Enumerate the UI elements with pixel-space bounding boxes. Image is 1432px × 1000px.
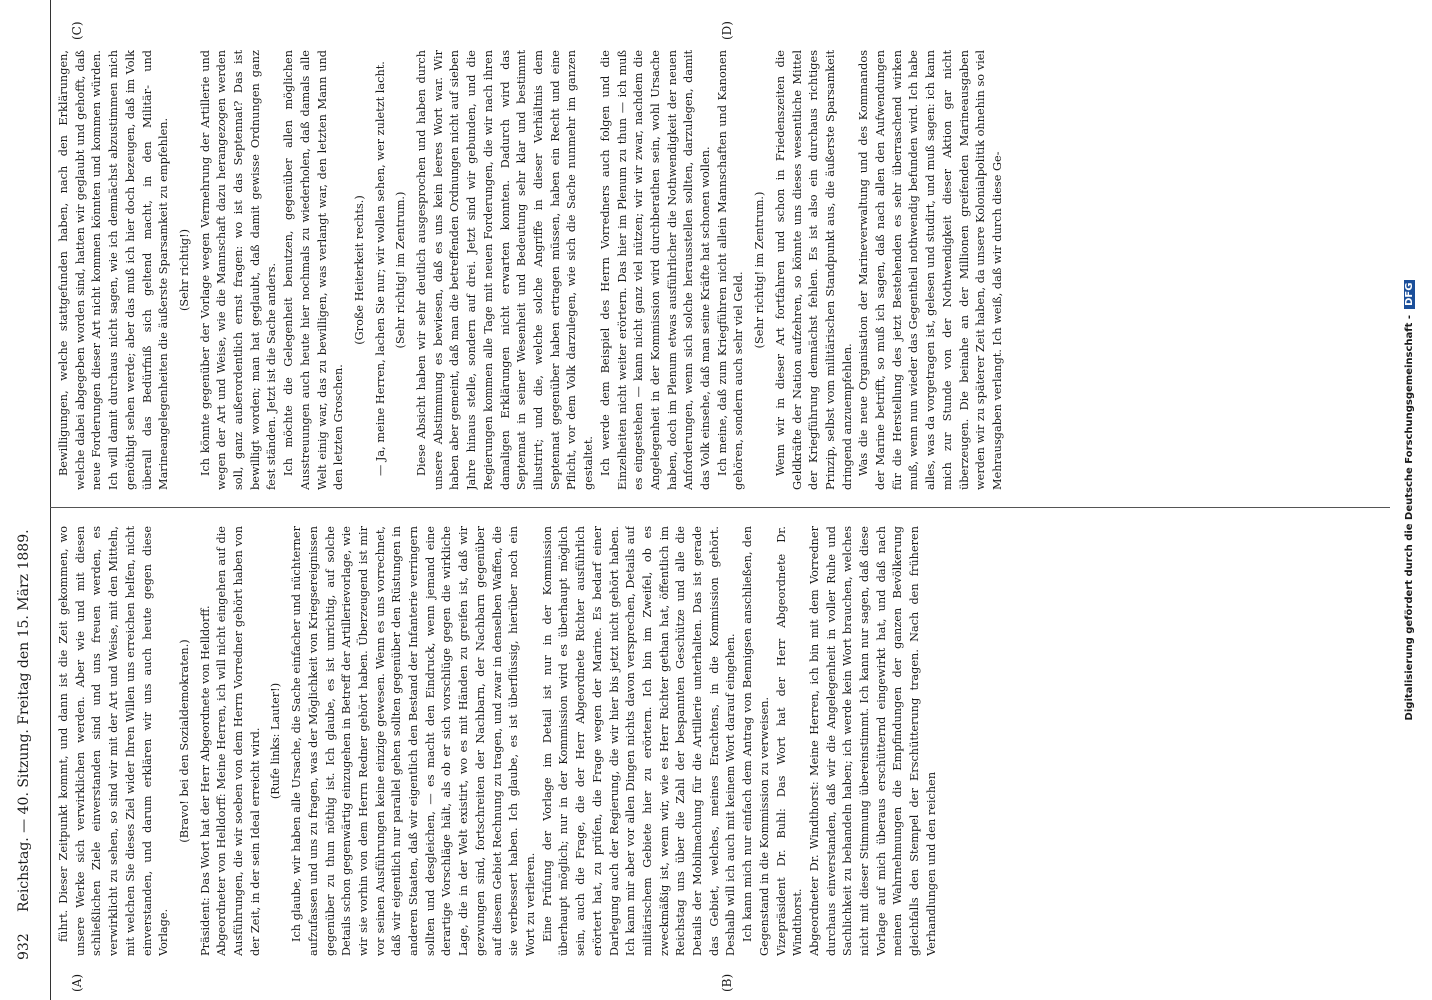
page-number: 932 <box>16 933 32 960</box>
margin-mark-d: (D) <box>720 21 734 40</box>
margin-mark-b: (B) <box>720 973 734 992</box>
page-header <box>6 0 46 1000</box>
dfg-credit: Digitalisierung gefördert durch die Deutsche Forschungsgemeinschaft - <box>1404 314 1415 721</box>
paragraph: Ich glaube, wir haben alle Ursache, die Sache einfacher und nüchterner aufzufassen und uns zu fragen, was der Möglichkeit von Kriegsereignissen gegenüber zu thun nöthig ist. Ich glaube, es ist unrichtig, auf solche Details schon gegenwärtig einzugehen in Betreff der Artillerievorlage, wie wir sie vorhin von dem Herrn Redner gehört haben. Überzeugend ist mir vor seinen Ausführungen keine einzige gewesen. Wenn es uns vorrechnet, daß wir eigentlich nur parallel gehen sollten gegenüber den Rüstungen in anderen Staaten, daß wir eigentlich den Bestand der Infanterie verringern sollten und desgleichen, — es macht den Eindruck, wenn jemand eine derartige Vorschläge hält, als ob er sich vorschlüge gegen die wirkliche Lage, die in der Welt existirt, wo es mit Händen zu greifen ist, daß wir gezwungen sind, fortschreiten der Nachbarn, der Nachbarn gegenüber auf diesem Gebiet Rechnung zu tragen, und zwar in denselben Waffen, die sie verbessert haben. Ich glaube, es ist überflüssig, hierüber noch ein Wort zu verlieren. <box>290 526 537 956</box>
paragraph: Ich kann mich nur einfach dem Antrag von Bennigsen anschließen, den Gegenstand in die Kommission zu verweisen. <box>741 526 771 956</box>
paragraph: Ich könnte gegenüber der Vorlage wegen Vermehrung der Artillerie und wegen der Art und Weise, wie die Mannschaft dazu herangezogen werden soll, ganz außerordentlich ernst fragen: wo ist das Septennat? Das ist bewilligt worden; man hat geglaubt, daß damit gewisse Ordnungen ganz fest ständen. Jetzt ist die Sache anders. <box>198 50 279 490</box>
paragraph: (Sehr richtig!) <box>177 228 191 312</box>
paragraph: Abgeordneter Dr. Windthorst: Meine Herren, ich bin mit dem Vorredner durchaus einverstanden, daß wir die Angelegenheit in voller Ruhe und Sachlichkeit zu behandeln haben; ich werde kein Wort brauchen, welches nicht mit dieser Stimmung übereinstimmt. Ich kann nur sagen, daß diese Vorlage auf mich überaus erschütternd eingewirkt hat, und daß nach meinen Wahrnehmungen die Empfindungen der ganzen Bevölkerung gleichfalls den Stempel der Erschütterung tragen. Nach den früheren Verhandlungen und den reichen <box>807 526 938 956</box>
page-title: Reichstag. — 40. Sitzung. Freitag den 15. März 1889. <box>16 529 32 912</box>
dfg-logo: DFG <box>1404 280 1415 309</box>
column-rule <box>50 507 1390 508</box>
paragraph: Bewilligungen, welche stattgefunden haben, nach den Erklärungen, welche dabei abgegeben worden sind, hatten wir geglaubt und gehofft, daß neue Forderungen dieser Art nicht kommen könnten und kommen würden. Ich will damit durchaus nicht sagen, wie ich demnächst abzustimmen mich genöthigt sehen werde; aber das muß ich hier doch bezeugen, daß im Volk überall das Bedürfniß sich geltend macht, in den Militär- und Marineangelegenheiten die äußerste Sparsamkeit zu empfehlen. <box>57 50 171 490</box>
paragraph: Ich möchte die Gelegenheit benutzen, gegenüber allen möglichen Ausstreuungen auch heute hier nochmals zu wiederholen, daß damals alle Welt einig war, das zu bewilligen, was verlangt war, den letzten Mann und den letzten Groschen. <box>282 50 346 490</box>
paragraph: Diese Absicht haben wir sehr deutlich ausgesprochen und haben durch unsere Abstimmung es bewiesen, daß es uns kein leeres Wort war. Wir haben aber gemeint, daß man die betreffenden Ordnungen nicht auf sieben Jahre hinaus stelle, sondern auf drei. Jetzt sind wir gebunden, und die Regierungen kommen alle Tage mit neuen Forderungen, die wir nach ihren damaligen Erklärungen nicht erwarten konnten. Dadurch wird das Septennat in seiner Wesenheit und Bedeutung sehr klar und bestimmt illustrirt; und die, welche solche Angriffe in dieser Verhältnis dem Septennat gegenüber haben ertragen müssen, haben ein Recht und eine Pflicht, vor dem Volk darzulegen, wie sich die Sache nunmehr im ganzen gestaltet. <box>415 50 596 490</box>
paragraph: führt. Dieser Zeitpunkt kommt, und dann ist die Zeit gekommen, wo unsere Werke sich verwirklichen werden. Aber wie und mit diesen schließlichen Ziele einverstanden sind und uns freuen werden, es verwirklicht zu sehen, so sind wir mit der Art und Weise, mit den Mitteln, mit welchen Sie dieses Ziel wider Ihren Willen uns erreichen helfen, nicht einverstanden, und darum erklären wir uns auch heute gegen diese Vorlage. <box>57 526 171 956</box>
paragraph: Ich werde dem Beispiel des Herrn Vorredners auch folgen und die Einzelheiten nicht weiter erörtern. Das hier im Plenum zu thun — ich muß es eingestehen — kann nicht ganz viel nützen; wir wir zwar, nachdem die Angelegenheit in der Kommission wird durchberathen sein, wohl Ursache haben, doch im Plenum etwas ausführlicher die Nothwendigkeit der neuen Anforderungen, wenn sich solche herausstellen sollten, darzulegen, damit das Volk einsehe, daß man seine Kräfte hat schonen wollen. <box>598 50 713 490</box>
paragraph: Was die neue Organisation der Marineverwaltung und des Kommandos der Marine betrifft, so muß ich sagen, daß nach allen den Aufwendungen für die Herstellung des jetzt Bestehenden es sehr überraschend wirken muß, wenn nun wieder das Gegentheil nothwendig befunden wird. Ich habe alles, was da vorgetragen ist, gelesen und studirt, und muß sagen: ich kann mich zur Stunde von der Nothwendigkeit dieser Aktion gar nicht überzeugen. Die beinahe an der Millionen greifenden Marineausgaben werden wir zu späterer Zeit haben, da unsere Kolonialpolitik ohnehin so viel Mehrausgaben verlangt. Ich weiß, daß wir durch diese Ge- <box>857 50 1004 490</box>
margin-mark-a: (A) <box>70 973 84 992</box>
paragraph: Eine Prüfung der Vorlage im Detail ist nur in der Kommission überhaupt möglich; nur in der Kommission wird es überhaupt möglich sein, auch die Frage, die der Herr Abgeordnete Richter ausführlich erörtert hat, zu prüfen, die Frage wegen der Marine. Es bedarf einer Darlegung auch der Regierung, die wir hier bis jetzt nicht gehört haben. Ich kann mir aber vor allen Dingen nichts davon versprechen, Details auf militärischem Gebiete hier zu erörtern. Ich bin im Zweifel, ob es zweckmäßig ist, wenn wir, wie es Herr Richter gethan hat, öffentlich im Reichstag uns über die Zahl der bespannten Geschütze und alle die Details der Mobilmachung für die Artillerie unterhalten. Das ist gerade das Gebiet, welches, meines Erachtens, in die Kommission gehört. Deshalb will ich auch mit keinem Wort darauf eingehen. <box>540 526 738 956</box>
paragraph: — Ja, meine Herren, lachen Sie nur; wir wollen sehen, wer zuletzt lacht. <box>373 61 387 476</box>
paragraph: (Sehr richtig! im Zentrum.) <box>394 191 408 349</box>
paragraph: Wenn wir in dieser Art fortfahren und schon in Friedenszeiten die Geldkräfte der Nation aufzehren, so könnte uns dieses wesentliche Mittel der Kriegführung demnächst fehlen. Es ist also ein durchaus richtiges Prinzip, selbst vom militärischen Standpunkt aus, die äußerste Sparsamkeit dringend anzuempfehlen. <box>773 50 854 490</box>
paragraph: Abgeordneter von Helldorff: Meine Herren, ich will nicht eingehen auf die Ausführungen, die wir soeben von dem Herrn Vorredner gehört haben von der Zeit, in der sein Ideal erreicht wird. <box>215 526 262 956</box>
margin-mark-c: (C) <box>70 21 84 40</box>
paragraph: (Sehr richtig! im Zentrum.) <box>753 191 767 349</box>
paragraph: Ich meine, daß zum Kriegführen nicht allein Mannschaften und Kanonen gehören, sondern auch sehr viel Geld. <box>715 50 746 490</box>
paragraph: (Große Heiterkeit rechts.) <box>352 195 366 345</box>
header-rule <box>50 0 51 1000</box>
text-column-left <box>56 526 1394 956</box>
page-footer <box>1404 0 1415 1000</box>
paragraph: (Rufe links: Lauter!) <box>269 682 283 800</box>
paragraph: Vizepräsident Dr. Buhl: Das Wort hat der Herr Abgeordnete Dr. Windthorst. <box>774 526 805 956</box>
paragraph: Präsident: Das Wort hat der Herr Abgeordnete von Helldorff. <box>198 605 212 956</box>
text-column-right <box>56 50 1394 490</box>
paragraph: (Bravo! bei den Sozialdemokraten.) <box>177 639 191 843</box>
